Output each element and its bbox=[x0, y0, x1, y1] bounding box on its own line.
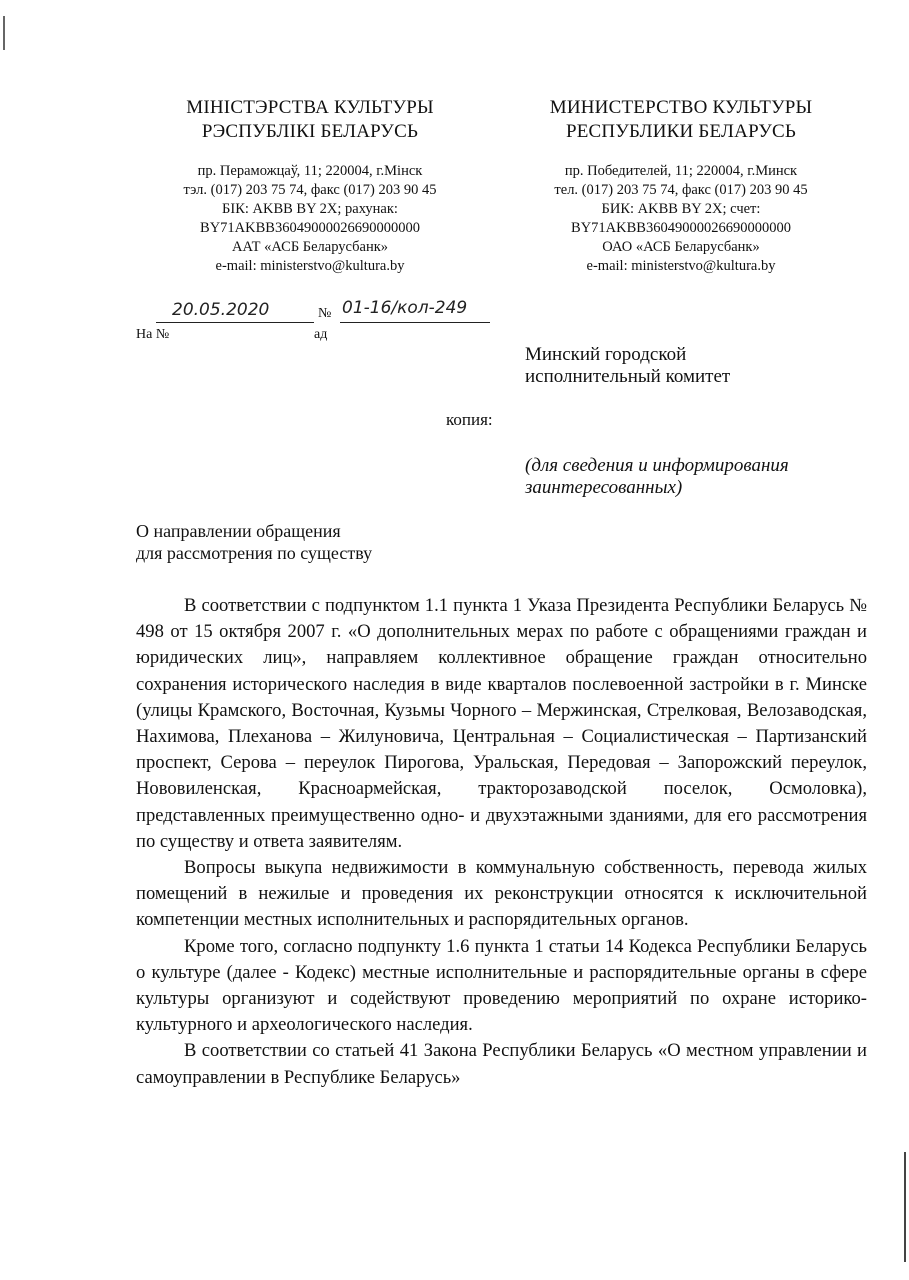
bank-name: ААТ «АСБ Беларусбанк» bbox=[232, 239, 388, 255]
copy-note bbox=[525, 455, 789, 499]
subject-line: для рассмотрения по существу bbox=[136, 543, 373, 563]
addressee-line: исполнительный комитет bbox=[525, 366, 731, 387]
body-paragraph: В соответствии с подпунктом 1.1 пункта 1 Указа Президента Республики Беларусь № 498 от 15 октября 2007 г. «О дополнительных мерах по работе с обращениями граждан и юридических лиц», направляем коллективное обращение граждан относительно сохранения исторического наследия в виде кварталов послевоенной застройки в г. Минске (улицы Крамского, Восточная, Кузьмы Чорного – Мержинская, Стрелковая, Велозаводская, Нахимова, Плеханова – Жилуновича, Центральная – Социалистическая – Партизанский проспект, Серова – переулок Пирогова, Уральская, Передовая – Запорожский переулок, Нововиленская, Красноармейская, тракторозаводской поселок, Осмоловка), представленных преимущественно одно- и двухэтажными зданиями, для его рассмотрения по существу и ответа заявителям. bbox=[136, 595, 867, 852]
body-paragraph: Вопросы выкупа недвижимости в коммунальную собственность, перевода жилых помещений в нежилые и проведения их реконструкции относятся к исключительной компетенции местных исполнительных и распорядительных органов. bbox=[136, 857, 867, 931]
ministry-name-by bbox=[130, 96, 490, 144]
body-paragraph: В соответствии со статьей 41 Закона Республики Беларусь «О местном управлении и самоуправлении в Республике Беларусь» bbox=[136, 1040, 867, 1088]
reply-to-label: На № bbox=[136, 327, 170, 342]
number-underline bbox=[340, 322, 490, 323]
address: пр. Победителей, 11; 220004, г.Минск bbox=[564, 163, 798, 179]
address: пр. Пераможцаў, 11; 220004, г.Мінск bbox=[197, 163, 423, 179]
copy-label: копия: bbox=[446, 410, 493, 429]
bank-code: БІК: AKBB BY 2X; рахунак: bbox=[222, 201, 398, 217]
account-number: BY71AKBB36049000026690000000 bbox=[571, 220, 791, 236]
scan-edge-mark bbox=[904, 1152, 906, 1262]
from-label: ад bbox=[314, 327, 328, 342]
subject-line: О направлении обращения bbox=[136, 521, 341, 541]
ministry-line: МІНІСТЭРСТВА КУЛЬТУРЫ bbox=[186, 97, 434, 118]
phone: тел. (017) 203 75 74, факс (017) 203 90 45 bbox=[554, 182, 808, 198]
ministry-name-ru bbox=[500, 96, 862, 144]
body-paragraph: Кроме того, согласно подпункту 1.6 пункта 1 статьи 14 Кодекса Республики Беларусь о культуре (далее - Кодекс) местные исполнительные и распорядительные органы в сфере культуры организуют и содействуют проведению мероприятий по охране историко-культурного и археологического наследия. bbox=[136, 935, 867, 1036]
scan-edge-mark bbox=[3, 16, 5, 50]
ministry-line: РЕСПУБЛИКИ БЕЛАРУСЬ bbox=[565, 121, 796, 142]
letter-subject bbox=[136, 520, 372, 564]
account-number: BY71AKBB36049000026690000000 bbox=[200, 220, 420, 236]
handwritten-date: 20.05.2020 bbox=[172, 300, 270, 320]
registration-block bbox=[136, 300, 516, 350]
ministry-line: РЭСПУБЛІКІ БЕЛАРУСЬ bbox=[201, 121, 419, 142]
requisites-by bbox=[130, 162, 490, 276]
bank-code: БИК: AKBB BY 2X; счет: bbox=[601, 201, 761, 217]
letter-body bbox=[136, 593, 867, 1091]
phone: тэл. (017) 203 75 74, факс (017) 203 90 45 bbox=[183, 182, 437, 198]
bank-name: ОАО «АСБ Беларусбанк» bbox=[602, 239, 760, 255]
copy-note-line: заинтересованных) bbox=[525, 477, 683, 498]
copy-note-line: (для сведения и информирования bbox=[525, 455, 789, 476]
number-sign: № bbox=[318, 306, 332, 321]
handwritten-number: 01-16/кол-249 bbox=[342, 298, 468, 318]
requisites-ru bbox=[500, 162, 862, 276]
date-underline bbox=[156, 322, 314, 323]
addressee bbox=[525, 344, 730, 388]
email: e-mail: ministerstvo@kultura.by bbox=[586, 258, 776, 274]
addressee-line: Минский городской bbox=[525, 344, 687, 365]
ministry-line: МИНИСТЕРСТВО КУЛЬТУРЫ bbox=[549, 97, 813, 118]
email: e-mail: ministerstvo@kultura.by bbox=[215, 258, 405, 274]
